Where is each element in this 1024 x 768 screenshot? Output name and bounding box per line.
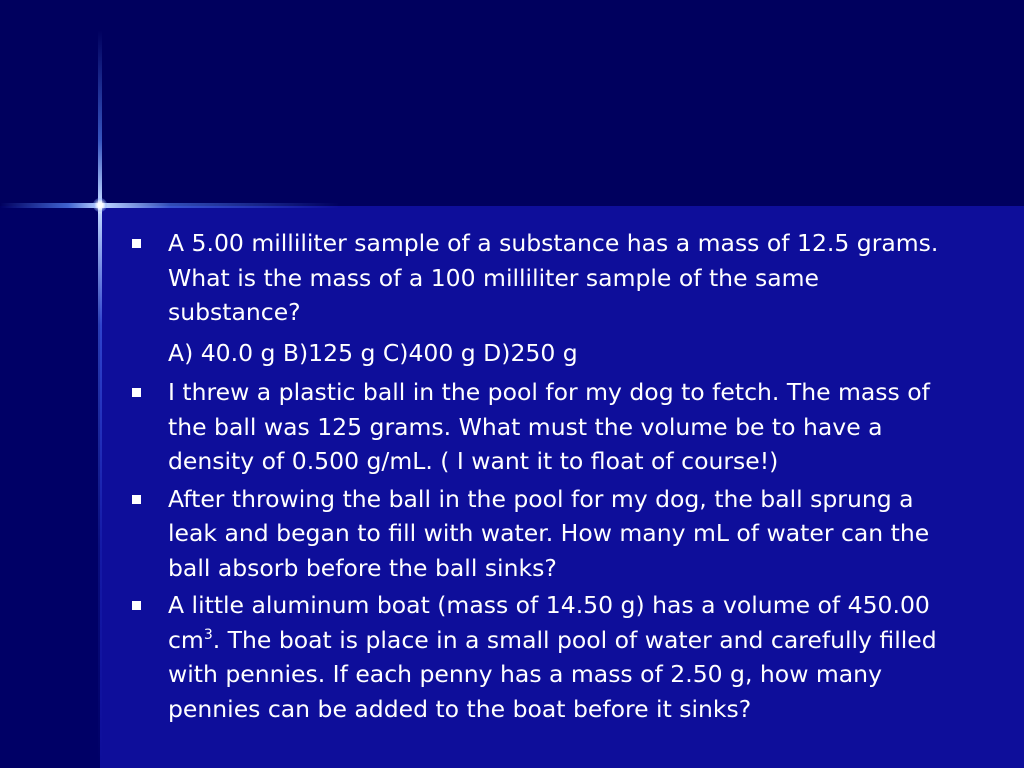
square-bullet-icon (132, 239, 141, 248)
question-text-part: A little aluminum boat (mass of 14.50 g) has a volume of 450.00 cm (168, 591, 930, 654)
list-item (128, 482, 958, 586)
list-item (128, 375, 958, 479)
horizontal-accent-line (0, 203, 340, 208)
superscript-exponent: 3 (203, 626, 213, 643)
square-bullet-icon (132, 495, 141, 504)
sparkle-icon (93, 198, 107, 212)
question-text-part: . The boat is place in a small pool of water and carefully filled with pennies. If each penny has a mass of 2.50 g, how many pennies can be added to the boat before it sinks? (168, 625, 937, 723)
square-bullet-icon (132, 601, 141, 610)
left-margin-panel (0, 206, 100, 768)
question-text: I threw a plastic ball in the pool for my dog to fetch. The mass of the ball was 125 grams. What must the volume be to have a density of 0.500 g/mL. ( I want it to float of course!) (168, 378, 930, 475)
question-text: A 5.00 milliliter sample of a substance has a mass of 12.5 grams. What is the mass of a 100 milliliter sample of the same substance? (168, 229, 939, 326)
vertical-accent-line (98, 30, 102, 768)
title-area (0, 0, 1024, 206)
question-text: After throwing the ball in the pool for my dog, the ball sprung a leak and began to fill with water. How many mL of water can the ball absorb before the ball sinks? (168, 484, 930, 582)
answer-choices: A) 40.0 g B)125 g C)400 g D)250 g (168, 338, 578, 367)
question-list (128, 226, 958, 729)
list-item (128, 226, 958, 330)
square-bullet-icon (132, 388, 141, 397)
question-text (168, 591, 937, 723)
list-item (128, 588, 958, 726)
